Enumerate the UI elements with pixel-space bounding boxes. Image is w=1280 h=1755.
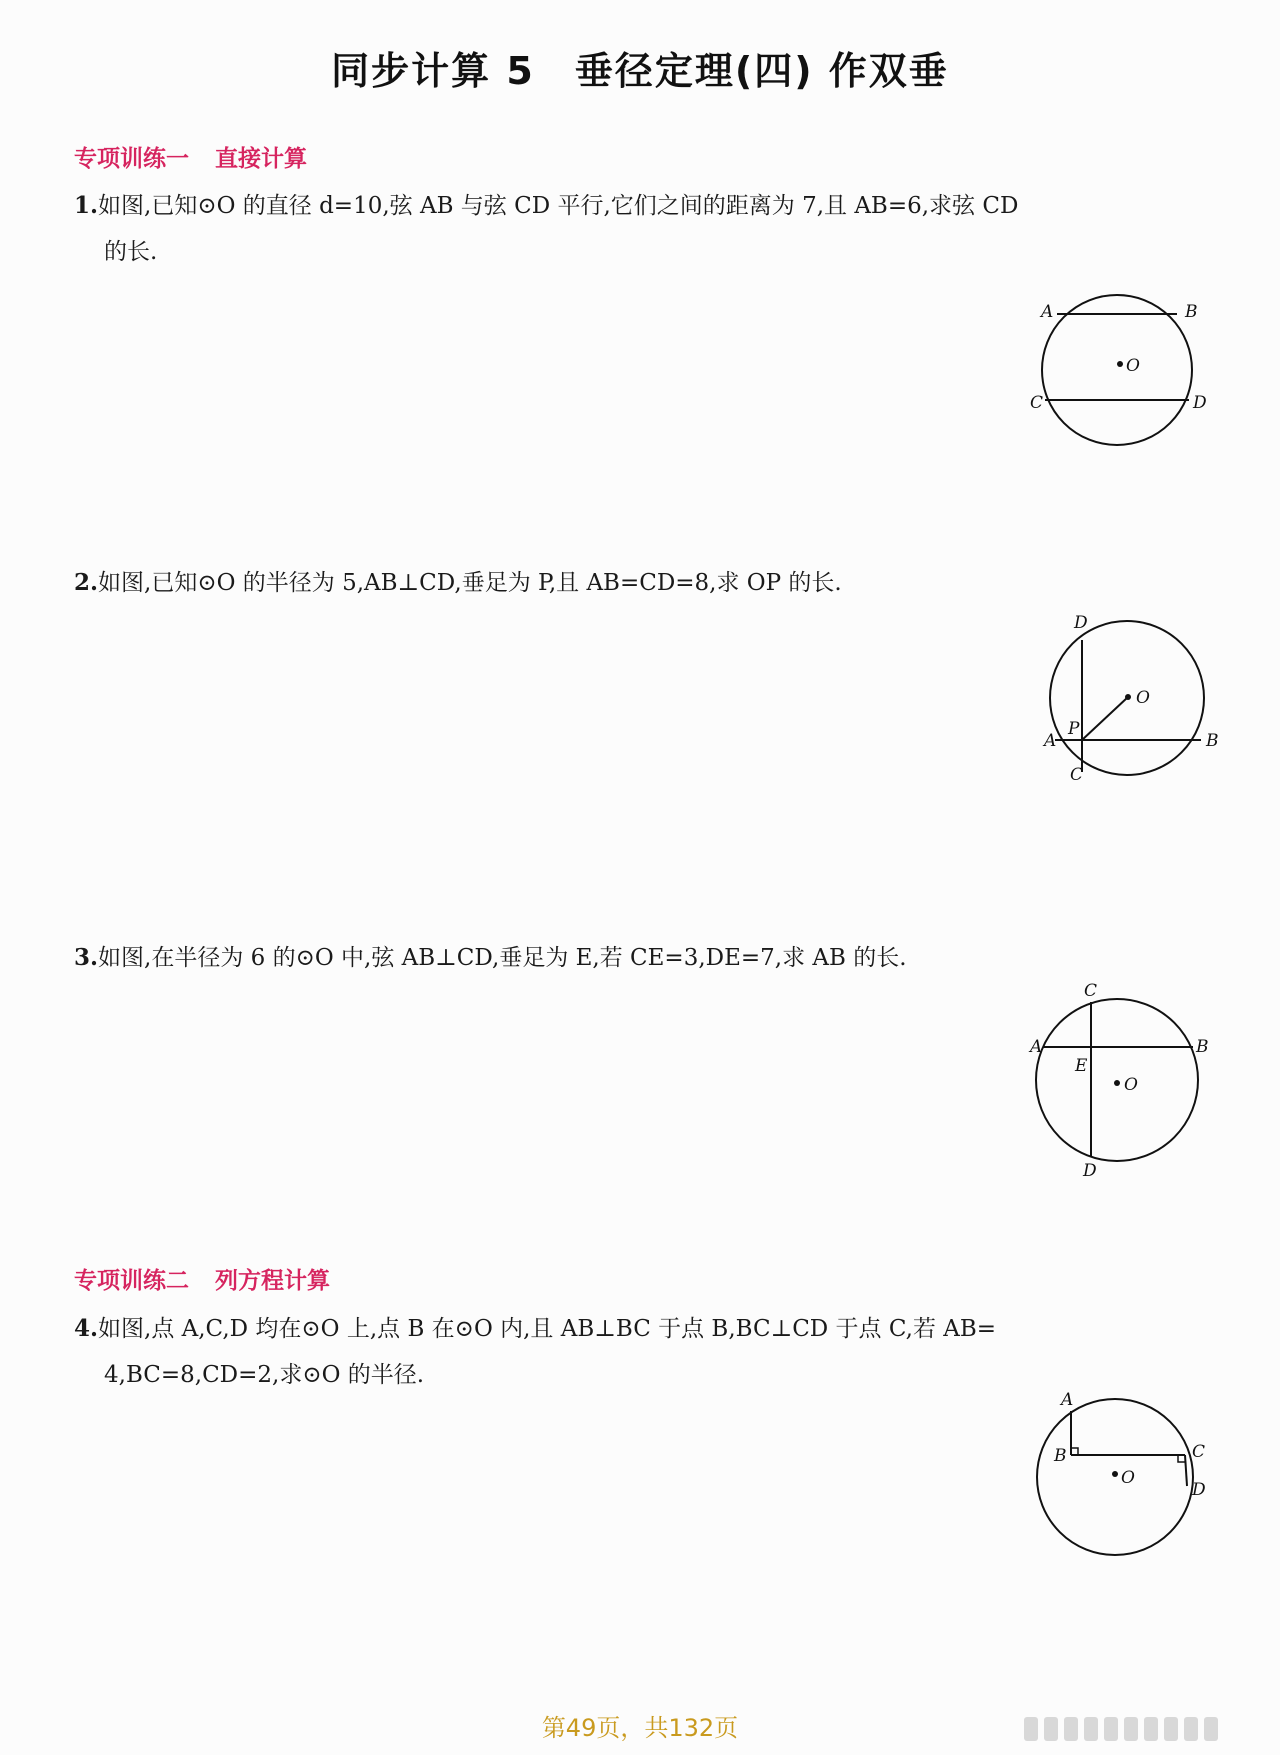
section-heading-1 [74,140,307,173]
problem-2 [74,560,1214,606]
label-d: D [1074,613,1088,633]
problem-text-line2: 4,BC=8,CD=2,求⊙O 的半径. [104,1362,425,1388]
label-a: A [1061,1390,1074,1410]
label-b: B [1185,302,1198,322]
label-d: D [1193,393,1207,413]
figure-problem-1 [1020,290,1220,470]
label-b: B [1206,731,1219,751]
figure-problem-4 [1020,1390,1220,1575]
right-angle-mark-c [1178,1455,1185,1462]
problem-number: 4. [74,1315,99,1342]
problem-number: 1. [74,192,99,219]
section-heading-2 [74,1262,330,1295]
label-b: B [1196,1037,1209,1057]
section-topic: 列方程计算 [215,1268,330,1294]
watermark-logo [1024,1716,1254,1742]
problem-text-line1: 如图,已知⊙O 的直径 d=10,弦 AB 与弦 CD 平行,它们之间的距离为 7,且 AB=6,求弦 CD [98,193,1019,219]
problem-number: 3. [74,944,99,971]
label-a: A [1044,731,1057,751]
label-o: O [1136,688,1150,708]
right-angle-mark-b [1071,1448,1078,1455]
section-label: 专项训练二 [74,1268,189,1294]
label-c: C [1070,765,1084,785]
problem-text-line1: 如图,已知⊙O 的半径为 5,AB⊥CD,垂足为 P,且 AB=CD=8,求 OP 的长. [98,570,842,596]
page-title: 同步计算 5 垂径定理(四) 作双垂 [331,49,949,93]
segment-op [1082,697,1128,740]
circle-o [1042,295,1192,445]
figure-problem-2 [1030,610,1230,790]
label-e: E [1075,1056,1088,1076]
label-d: D [1192,1480,1206,1500]
center-point [1117,361,1123,367]
label-p: P [1068,719,1080,739]
problem-4 [74,1306,1214,1398]
problem-3 [74,935,1214,981]
problem-text-line1: 如图,在半径为 6 的⊙O 中,弦 AB⊥CD,垂足为 E,若 CE=3,DE=7,求 AB 的长. [98,945,907,971]
label-o: O [1126,356,1140,376]
label-d: D [1083,1161,1097,1181]
figure-problem-3 [1020,981,1220,1181]
problem-1 [74,183,1214,275]
label-b: B [1054,1446,1067,1466]
label-c: C [1192,1442,1206,1462]
section-topic: 直接计算 [215,146,307,172]
label-a: A [1030,1037,1043,1057]
segment-cd [1185,1455,1187,1486]
page-footer: 第49页，共132页 [541,1714,739,1742]
label-o: O [1121,1468,1135,1488]
label-o: O [1124,1075,1138,1095]
label-c: C [1030,393,1044,413]
center-point [1125,694,1131,700]
problem-text-line2: 的长. [104,239,158,265]
problem-text-line1: 如图,点 A,C,D 均在⊙O 上,点 B 在⊙O 内,且 AB⊥BC 于点 B,BC⊥CD 于点 C,若 AB= [98,1316,997,1342]
label-a: A [1041,302,1054,322]
center-point [1114,1080,1120,1086]
center-point [1112,1471,1118,1477]
section-label: 专项训练一 [74,146,189,172]
problem-number: 2. [74,569,99,596]
label-c: C [1084,981,1098,1001]
